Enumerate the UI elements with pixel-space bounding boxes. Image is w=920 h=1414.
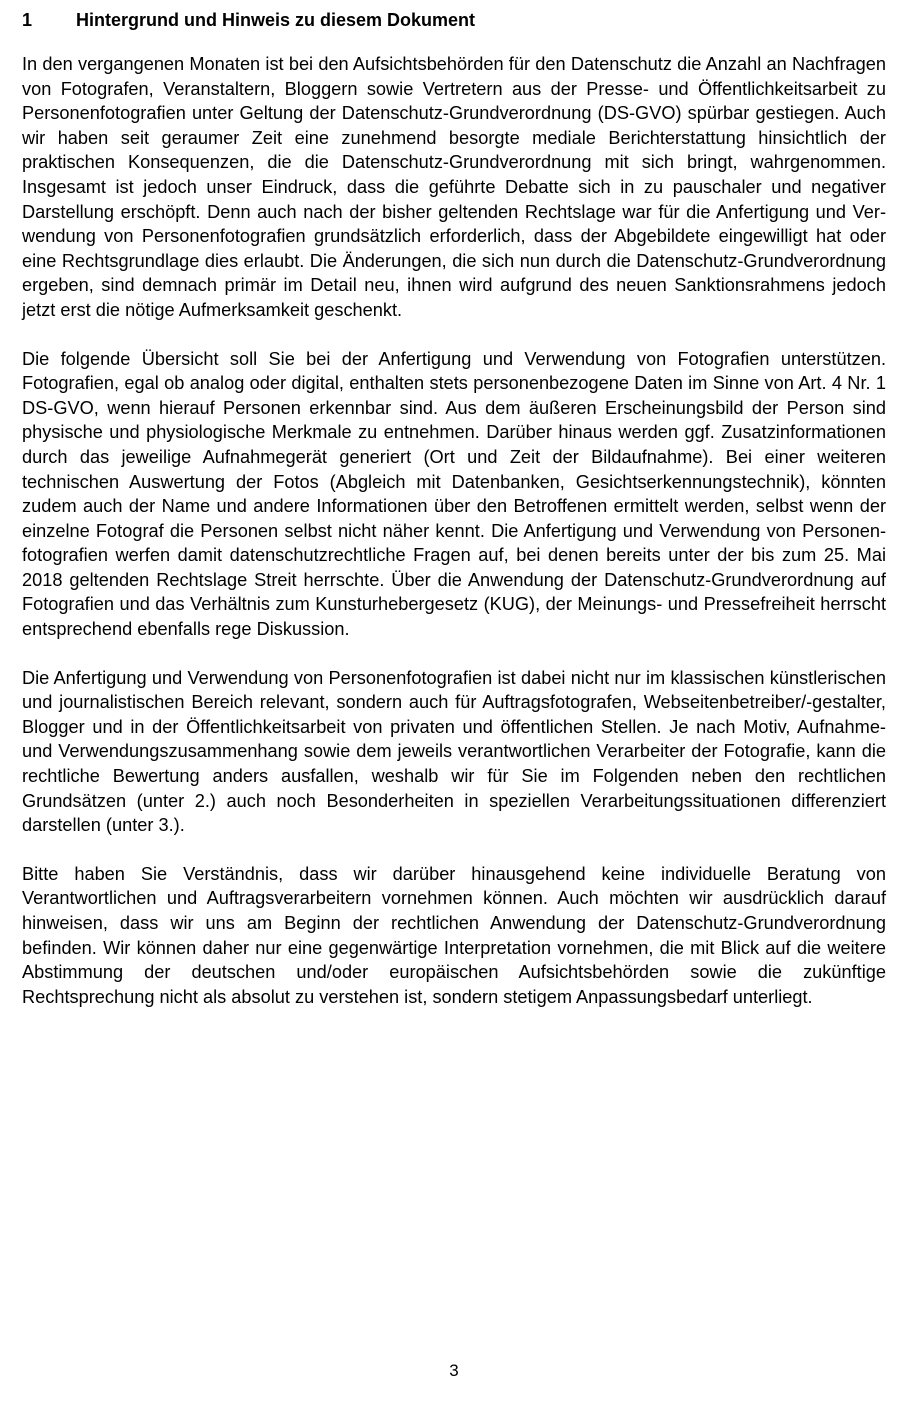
section-heading xyxy=(22,8,886,32)
paragraph-relevance: Die Anfertigung und Verwendung von Personenfotografien ist dabei nicht nur im klassischen künstlerischen und journalistischen Bereich relevant, sondern auch für Auftragsfotografen, Webseitenbetreiber/-gestalter, Blogger und in der Öffentlichkeitsarbeit von privaten und öffentlichen Stellen. Je nach Motiv, Aufnahme- und Verwendungszusammenhang sowie dem jeweils verantwortlichen Verarbeiter der Fotografie, kann die rechtliche Bewertung anders ausfallen, weshalb wir für Sie im Folgenden neben den rechtlichen Grundsätzen (unter 2.) auch noch Besonderheiten in speziellen Verarbeitungssituationen differenziert darstellen (unter 3.). xyxy=(22,667,886,836)
section-title: Hintergrund und Hinweis zu diesem Dokument xyxy=(76,10,476,30)
paragraph-background: In den vergangenen Monaten ist bei den Aufsichtsbehörden für den Datenschutz die Anzahl an Nachfragen von Fotografen, Veranstaltern, Bloggern sowie Vertretern aus der Presse- und Öffentlichkeitsarbeit zu Personenfotografien unter Geltung der Datenschutz-Grundverordnung (DS-GVO) spürbar gestiegen. Auch wir haben seit geraumer Zeit eine zunehmend besorgte mediale Berichterstattung hinsichtlich der praktischen Konsequenzen, die die Datenschutz-Grundverordnung mit sich bringt, wahrgenommen. Insgesamt ist jedoch unser Eindruck, dass die geführte Debatte sich in zu pauschaler und negativer Darstellung erschöpft. Denn auch nach der bisher geltenden Rechtslage war für die Anfertigung und Verwendung von Personenfotografien grundsätzlich erforderlich, dass der Abgebildete eingewilligt hat oder eine Rechtsgrundlage dies erlaubt. Die Änderungen, die sich nun durch die Datenschutz-Grundverordnung ergeben, sind demnach primär im Detail neu, ihnen wird aufgrund des neuen Sanktionsrahmens jedoch jetzt erst die nötige Aufmerksamkeit geschenkt. xyxy=(22,54,886,320)
page-number: 3 xyxy=(449,1361,459,1380)
paragraph-disclaimer: Bitte haben Sie Verständnis, dass wir darüber hinausgehend keine individuelle Beratung von Verantwortlichen und Auftragsverarbeitern vornehmen können. Auch möchten wir ausdrücklich darauf hinweisen, dass wir uns am Beginn der rechtlichen Anwendung der Datenschutz-Grundverordnung befinden. Wir können daher nur eine gegenwärtige Interpretation vornehmen, die mit Blick auf die weitere Abstimmung der deutschen und/oder europäischen Aufsichtsbehörden sowie die zukünftige Rechtsprechung nicht als absolut zu verstehen ist, sondern stetigem Anpassungsbedarf unterliegt. xyxy=(22,863,886,1007)
paragraph-overview: Die folgende Übersicht soll Sie bei der Anfertigung und Verwendung von Fotografien unterstützen. Fotografien, egal ob analog oder digital, enthalten stets personenbezogene Daten im Sinne von Art. 4 Nr. 1 DS-GVO, wenn hierauf Personen erkennbar sind. Aus dem äußeren Erscheinungsbild der Person sind physische und physiologische Merkmale zu entnehmen. Darüber hinaus werden ggf. Zusatzinformationen durch das jeweilige Aufnahmegerät generiert (Ort und Zeit der Bildaufnahme). Bei einer weiteren technischen Auswertung der Fotos (Abgleich mit Datenbanken, Gesichtserkennungstechnik), könnten zudem auch der Name und andere Informationen über den Betroffenen ermittelt werden, selbst wenn der einzelne Fotograf die Personen selbst nicht näher kennt. Die Anfertigung und Verwendung von Personenfotografien werfen damit datenschutzrechtliche Fragen auf, bei denen bereits unter der bis zum 25. Mai 2018 geltenden Rechtslage Streit herrschte. Über die Anwendung der Datenschutz-Grundverordnung auf Fotografien und das Verhältnis zum Kunsturhebergesetz (KUG), der Meinungs- und Pressefreiheit herrscht entsprechend ebenfalls rege Diskussion. xyxy=(22,348,886,640)
section-number: 1 xyxy=(22,10,33,30)
document-page xyxy=(22,8,886,1033)
page-footer xyxy=(0,1360,908,1382)
